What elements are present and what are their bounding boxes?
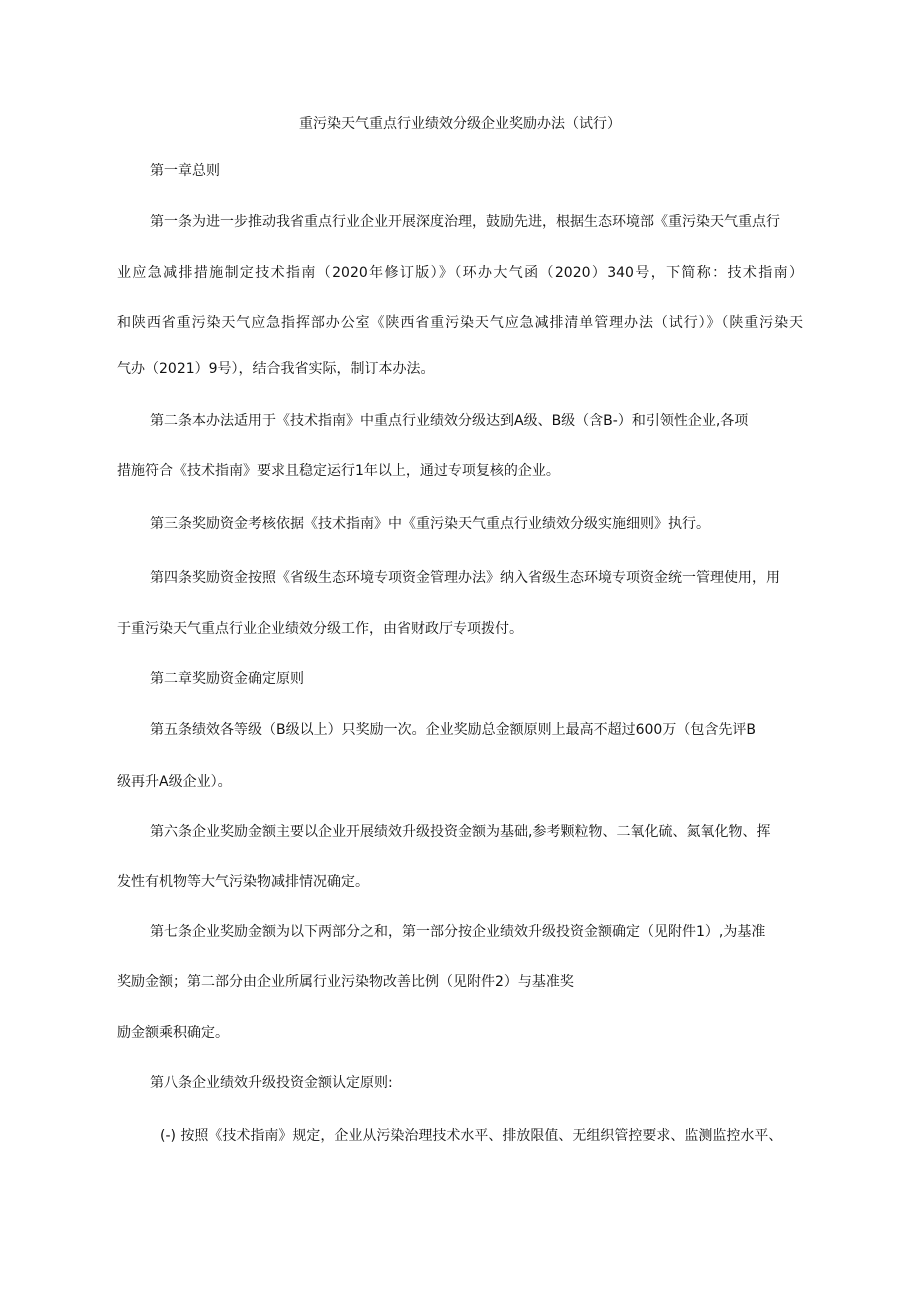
article-6-line-2: 发性有机物等大气污染物减排情况确定。 [117, 874, 369, 890]
article-1-line-2: 业应急减排措施制定技术指南（2020年修订版）》（环办大气函（2020）340号，下简称：技术指南） [117, 265, 803, 281]
chapter-1-heading: 第一章总则 [150, 163, 220, 179]
item-1-line-1: (-) 按照《技术指南》规定，企业从污染治理技术水平、排放限值、无组织管控要求、监测监控水平、 [160, 1128, 783, 1144]
article-1-line-1: 第一条为进一步推动我省重点行业企业开展深度治理，鼓励先进，根据生态环境部《重污染天气重点行 [150, 214, 780, 230]
article-5-line-2: 级再升A级企业）。 [117, 774, 232, 790]
article-7-line-1: 第七条企业奖励金额为以下两部分之和，第一部分按企业绩效升级投资金额确定（见附件1）,为基准 [150, 924, 766, 940]
article-8-line-1: 第八条企业绩效升级投资金额认定原则: [150, 1075, 393, 1091]
article-7-line-2: 奖励金额；第二部分由企业所属行业污染物改善比例（见附件2）与基准奖 [117, 974, 574, 990]
article-4-line-1: 第四条奖励资金按照《省级生态环境专项资金管理办法》纳入省级生态环境专项资金统一管理使用，用 [150, 570, 780, 586]
article-1-line-3: 和陕西省重污染天气应急指挥部办公室《陕西省重污染天气应急减排清单管理办法（试行）》（陕重污染天 [117, 315, 803, 331]
article-4-line-2: 于重污染天气重点行业企业绩效分级工作，由省财政厅专项拨付。 [117, 621, 523, 637]
document-title: 重污染天气重点行业绩效分级企业奖励办法（试行） [299, 116, 621, 132]
article-2-line-1: 第二条本办法适用于《技术指南》中重点行业绩效分级达到A级、B级（含B-）和引领性企业,各项 [150, 413, 749, 429]
article-5-line-1: 第五条绩效各等级（B级以上）只奖励一次。企业奖励总金额原则上最高不超过600万（包含先评B [150, 722, 756, 738]
article-1-line-4: 气办（2021）9号），结合我省实际，制订本办法。 [117, 361, 435, 377]
article-7-line-3: 励金额乘积确定。 [117, 1025, 229, 1041]
article-6-line-1: 第六条企业奖励金额主要以企业开展绩效升级投资金额为基础,参考颗粒物、二氧化硫、氮氧化物、挥 [150, 824, 771, 840]
article-3-line-1: 第三条奖励资金考核依据《技术指南》中《重污染天气重点行业绩效分级实施细则》执行。 [150, 516, 710, 532]
article-2-line-2: 措施符合《技术指南》要求且稳定运行1年以上，通过专项复核的企业。 [117, 463, 560, 479]
chapter-2-heading: 第二章奖励资金确定原则 [150, 671, 304, 687]
